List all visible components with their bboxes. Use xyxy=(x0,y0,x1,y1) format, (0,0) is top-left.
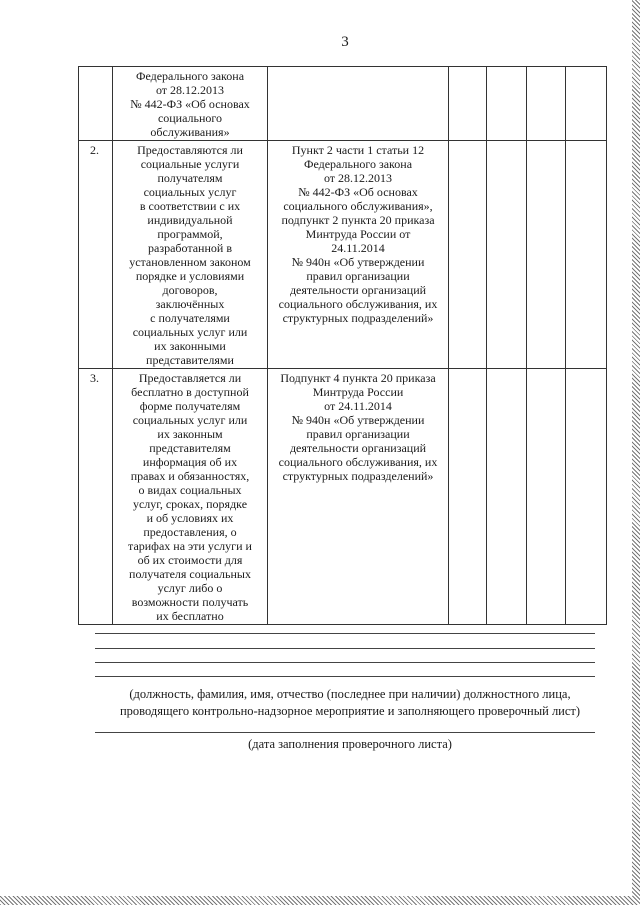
reference-cell: Подпункт 4 пункта 20 приказа Минтруда России от 24.11.2014 № 940н «Об утверждении правил организации деятельности организаций социального обслуживания, их структурных подразделений» xyxy=(268,369,449,625)
signature-line[interactable] xyxy=(95,662,595,663)
page-number: 3 xyxy=(341,34,349,50)
table-row xyxy=(79,67,607,141)
reference-cell: Пункт 2 части 1 статьи 12 Федерального закона от 28.12.2013 № 442-ФЗ «Об основах социального обслуживания», подпункт 2 пункта 20 приказа Минтруда России от 24.11.2014 № 940н «Об утверждении правил организации деятельности организаций социального обслуживания, их структурных подразделений» xyxy=(268,141,449,369)
answer-cell-no[interactable] xyxy=(487,369,527,625)
answer-cell-na[interactable] xyxy=(527,369,566,625)
answer-cell-note[interactable] xyxy=(566,369,607,625)
reference-cell xyxy=(268,67,449,141)
row-number-cell xyxy=(79,67,113,141)
answer-cell-yes[interactable] xyxy=(449,67,487,141)
question-cell: Предоставляется ли бесплатно в доступной форме получателям социальных услуг или их законным представителям информация об их правах и обязанностях, о видах социальных услуг, сроках, порядке и об условиях их предоставления, о тарифах на эти услуги и об их стоимости для получателя социальных услуг либо о возможности получать их бесплатно xyxy=(113,369,268,625)
answer-cell-no[interactable] xyxy=(487,67,527,141)
answer-cell-note[interactable] xyxy=(566,141,607,369)
answer-cell-no[interactable] xyxy=(487,141,527,369)
signature-line[interactable] xyxy=(95,648,595,649)
question-cell: Предоставляются ли социальные услуги получателям социальных услуг в соответствии с их индивидуальной программой, разработанной в установленном законом порядке и условиями договоров, заключённых с получателями социальных услуг или их законными представителями xyxy=(113,141,268,369)
question-cell: Федерального закона от 28.12.2013 № 442-ФЗ «Об основах социального обслуживания» xyxy=(113,67,268,141)
row-number-cell: 3. xyxy=(79,369,113,625)
signature-caption xyxy=(80,686,620,720)
signature-line[interactable] xyxy=(95,633,595,634)
scan-border-right xyxy=(632,0,640,905)
signature-line[interactable] xyxy=(95,676,595,677)
answer-cell-na[interactable] xyxy=(527,67,566,141)
answer-cell-yes[interactable] xyxy=(449,141,487,369)
date-line[interactable] xyxy=(95,732,595,733)
signature-caption-line1: (должность, фамилия, имя, отчество (последнее при наличии) должностного лица, xyxy=(129,687,571,701)
answer-cell-yes[interactable] xyxy=(449,369,487,625)
table-row xyxy=(79,141,607,369)
checklist-table xyxy=(78,66,607,625)
date-caption: (дата заполнения проверочного листа) xyxy=(248,737,452,751)
table-row xyxy=(79,369,607,625)
scan-border-bottom xyxy=(0,896,640,905)
answer-cell-na[interactable] xyxy=(527,141,566,369)
answer-cell-note[interactable] xyxy=(566,67,607,141)
row-number-cell: 2. xyxy=(79,141,113,369)
signature-caption-line2: проводящего контрольно-надзорное мероприятие и заполняющего проверочный лист) xyxy=(119,704,581,718)
